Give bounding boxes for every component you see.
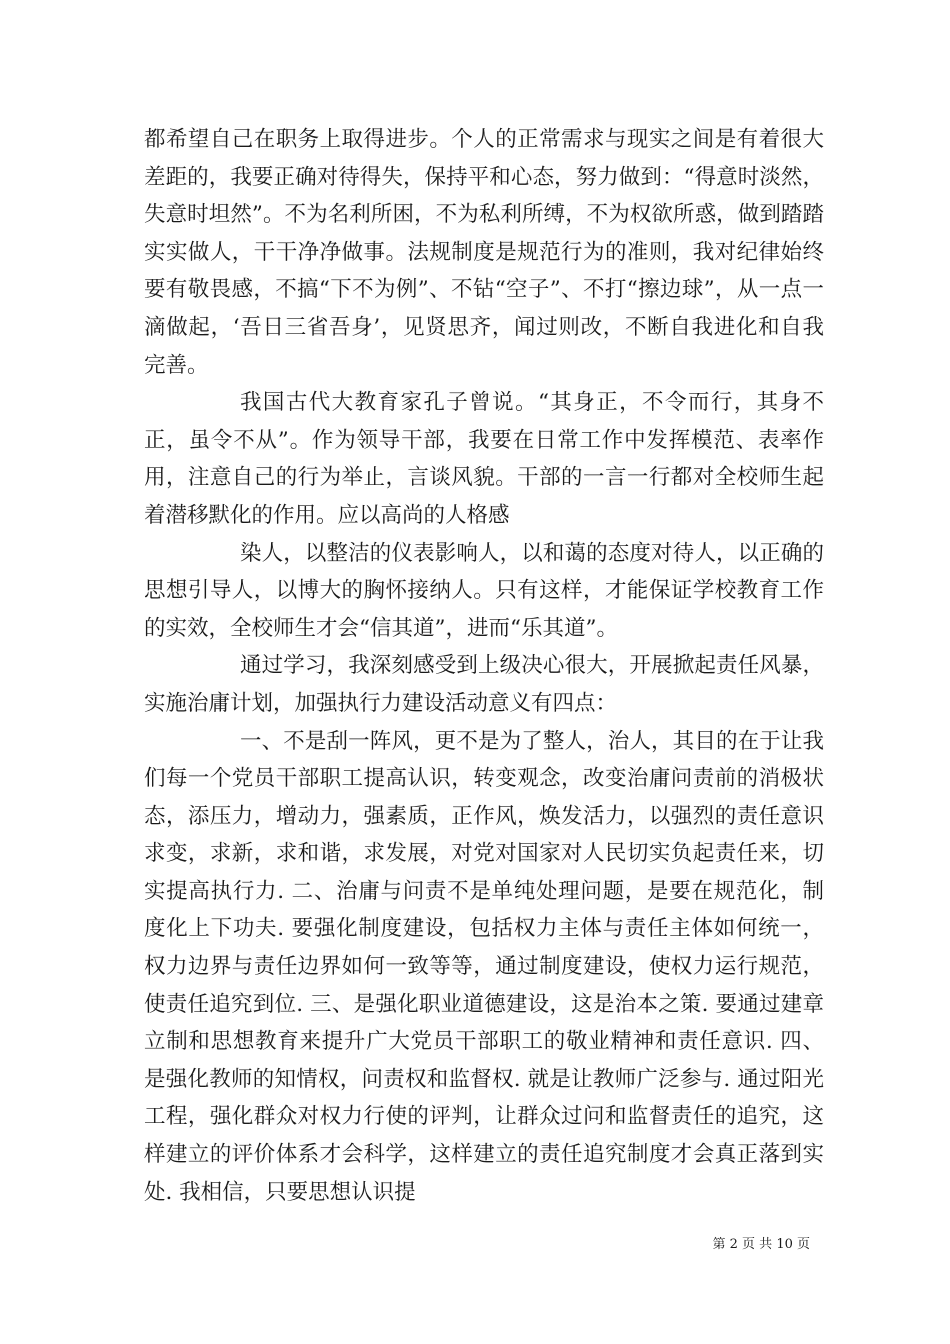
paragraph-3: 染人，以整洁的仪表影响人，以和蔼的态度对待人，以正确的思想引导人，以博大的胸怀接纳人。只有这样，才能保证学校教育工作的实效，全校师生才会“信其道”，进而“乐其道”。 [144,540,824,641]
paragraph-4: 通过学习，我深刻感受到上级决心很大，开展掀起责任风暴，实施治庸计划，加强执行力建设活动意义有四点： [144,653,824,716]
paragraph-1: 都希望自己在职务上取得进步。个人的正常需求与现实之间是有着很大差距的，我要正确对待得失，保持平和心态，努力做到：“得意时淡然，失意时坦然”。不为名利所困，不为私利所缚，不为权欲所惑，做到踏踏实实做人，干干净净做事。法规制度是规范行为的准则，我对纪律始终要有敬畏感，不搞“下不为例”、不钻“空子”、不打“擦边球”，从一点一滴做起，‘吾日三省吾身’，见贤思齐，闻过则改，不断自我进化和自我完善。 [144,127,824,378]
page-number-footer: 第 2 页 共 10 页 [712,1237,810,1252]
paragraph-2: 我国古代大教育家孔子曾说。“其身正，不令而行，其身不正，虽令不从”。作为领导干部，我要在日常工作中发挥模范、表率作用，注意自己的行为举止，言谈风貌。干部的一言一行都对全校师生起着潜移默化的作用。应以高尚的人格感 [144,390,824,528]
paragraph-5: 一、不是刮一阵风，更不是为了整人，治人，其目的在于让我们每一个党员干部职工提高认识，转变观念，改变治庸问责前的消极状态，添压力，增动力，强素质，正作风，焕发活力，以强烈的责任意识求变，求新，求和谐，求发展，对党对国家对人民切实负起责任来，切实提高执行力. 二、治庸与问责不是单纯处理问题，是要在规范化，制度化上下功夫. 要强化制度建设，包括权力主体与责任主体如何统一，权力边界与责任边界如何一致等等，通过制度建设，使权力运行规范，使责任追究到位. 三、是强化职业道德建设，这是治本之策. 要通过建章立制和思想教育来提升广大党员干部职工的敬业精神和责任意识. 四、是强化教师的知情权，问责权和监督权. 就是让教师广泛参与. 通过阳光工程，强化群众对权力行使的评判，让群众过问和监督责任的追究，这样建立的评价体系才会科学，这样建立的责任追究制度才会真正落到实处. 我相信，只要思想认识提 [144,728,824,1205]
document-body [144,121,824,1211]
